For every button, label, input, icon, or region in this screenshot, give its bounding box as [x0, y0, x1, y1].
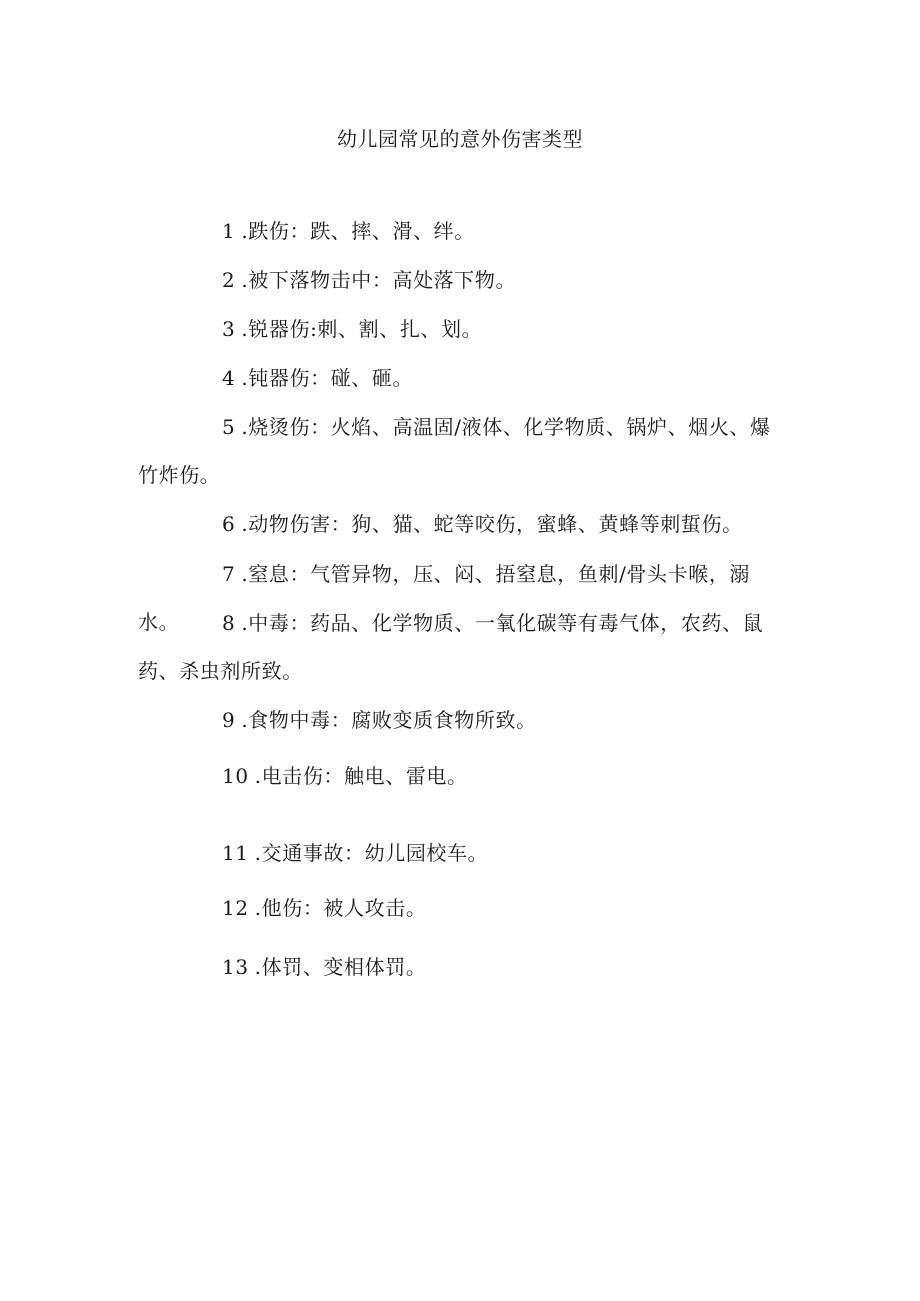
item-text: .烧烫伤：火焰、高温固/液体、化学物质、锅炉、烟火、爆竹炸伤。 — [138, 415, 771, 487]
list-item-11 — [138, 829, 778, 877]
item-number: 3 — [222, 317, 236, 341]
list-item-13 — [138, 943, 778, 991]
list-item-3 — [138, 305, 778, 353]
list-item-10 — [138, 752, 778, 800]
list-item-1 — [138, 207, 778, 255]
item-number: 5 — [222, 415, 236, 439]
list-item-2 — [138, 256, 778, 304]
item-text: .交通事故：幼儿园校车。 — [254, 841, 489, 865]
item-text: .钝器伤：碰、砸。 — [241, 366, 414, 390]
item-text: .动物伤害：狗、猫、蛇等咬伤，蜜蜂、黄蜂等刺蜇伤。 — [241, 512, 743, 536]
list-item-4 — [138, 354, 778, 402]
list-item-8 — [138, 599, 778, 695]
item-text: .体罚、变相体罚。 — [254, 955, 427, 979]
item-number: 2 — [222, 268, 236, 292]
item-number: 7 — [222, 562, 236, 586]
item-number: 1 — [222, 219, 236, 243]
document-title: 幼儿园常见的意外伤害类型 — [337, 127, 583, 151]
item-number: 12 — [222, 896, 249, 920]
item-text: .中毒：药品、化学物质、一氧化碳等有毒气体，农药、鼠药、杀虫剂所致。 — [138, 611, 764, 683]
item-number: 10 — [222, 764, 249, 788]
item-text: .电击伤：触电、雷电。 — [254, 764, 468, 788]
item-text: .食物中毒：腐败变质食物所致。 — [241, 708, 537, 732]
item-text: .被下落物击中：高处落下物。 — [241, 268, 517, 292]
item-number: 8 — [222, 611, 236, 635]
item-number: 6 — [222, 512, 236, 536]
item-number: 13 — [222, 955, 249, 979]
item-number: 9 — [222, 708, 236, 732]
list-item-9 — [138, 696, 778, 744]
list-item-6 — [138, 500, 778, 548]
list-item-5 — [138, 403, 778, 499]
item-text: .锐器伤:刺、割、扎、划。 — [241, 317, 483, 341]
item-number: 11 — [222, 841, 249, 865]
item-text: .他伤：被人攻击。 — [254, 896, 427, 920]
list-item-12 — [138, 884, 778, 932]
item-text: .窒息：气管异物，压、闷、捂窒息，鱼刺/骨头卡喉，溺水。 — [138, 562, 751, 634]
item-number: 4 — [222, 366, 236, 390]
item-text: .跌伤：跌、摔、滑、绊。 — [241, 219, 475, 243]
